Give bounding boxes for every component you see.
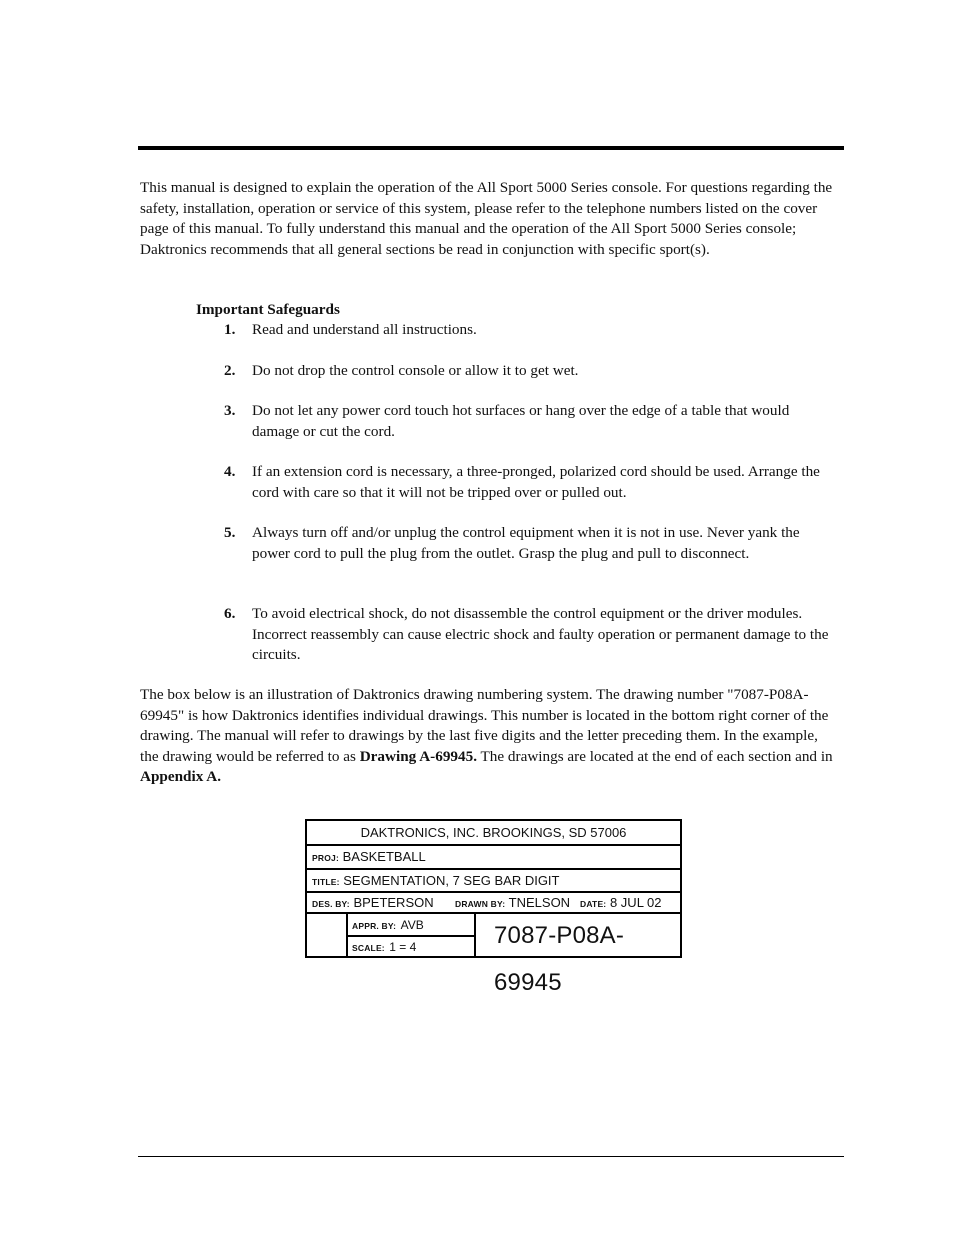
drawing-reference-bold: Drawing A-69945. <box>359 747 477 765</box>
date-cell <box>580 893 662 914</box>
safeguard-number: 4. <box>224 463 236 480</box>
safeguard-text: Always turn off and/or unplug the control equipment when it is not in use. Never yank the power cord to pull the plug from the outlet. Grasp the plug and pull to disconnect. <box>252 524 800 562</box>
safeguard-number: 2. <box>224 362 236 379</box>
title-block-company-row <box>307 821 680 846</box>
footer-rule <box>138 1156 844 1157</box>
title-block-author-row <box>307 893 680 914</box>
title-block-title-row <box>307 870 680 893</box>
safeguard-item <box>224 462 834 503</box>
proj-label: PROJ: <box>312 853 339 863</box>
des-label: DES. BY: <box>312 899 350 909</box>
safeguard-item <box>224 361 834 382</box>
drawn-value: TNELSON <box>508 895 571 910</box>
safeguard-item <box>224 401 834 442</box>
designer-cell <box>312 893 434 914</box>
appr-value: AVB <box>400 918 424 932</box>
date-label: DATE: <box>580 899 607 909</box>
scale-cell <box>348 937 476 958</box>
drawn-by-cell <box>455 893 570 914</box>
drawing-para-text-2: The drawings are located at the end of each section and in <box>477 747 833 765</box>
safeguard-item <box>224 320 834 341</box>
safeguard-item <box>224 523 834 564</box>
date-value: 8 JUL 02 <box>609 895 662 910</box>
title-block-project-row <box>307 846 680 870</box>
appr-label: APPR. BY: <box>352 921 397 931</box>
des-value: BPETERSON <box>353 895 434 910</box>
drawing-title-block <box>305 819 682 996</box>
title-block-blank-cell <box>307 914 348 958</box>
drawing-numbering-paragraph <box>140 685 840 788</box>
safeguards-heading: Important Safeguards <box>196 301 340 318</box>
title-label: TITLE: <box>312 877 340 887</box>
top-rule <box>138 146 844 150</box>
safeguard-number: 1. <box>224 321 236 338</box>
safeguard-text: Do not let any power cord touch hot surfaces or hang over the edge of a table that would damage or cut the cord. <box>252 402 790 440</box>
drawing-para-text-1: The box below is an illustration of Daktronics drawing numbering system. The drawing number "7087-P08A-69945" is how Daktronics identifies individual drawings. This number is located in the bottom right corner of the drawing. The manual will refer to drawings by the last five digits and the letter preceding them. In the example, the drawing would be referred to as <box>140 686 829 765</box>
proj-value: BASKETBALL <box>342 849 426 864</box>
safeguard-text: If an extension cord is necessary, a three-pronged, polarized cord should be used. Arrange the cord with care so that it will not be tripped over or pulled out. <box>252 463 820 501</box>
drawn-label: DRAWN BY: <box>455 899 506 909</box>
safeguard-item <box>224 604 834 666</box>
safeguard-text: Do not drop the control console or allow it to get wet. <box>252 362 579 379</box>
drawing-number: 7087-P08A-69945 <box>494 922 625 996</box>
appendix-reference-bold: Appendix A. <box>140 768 222 785</box>
safeguard-text: To avoid electrical shock, do not disassemble the control equipment or the driver modules. Incorrect reassembly can cause electric shock and faulty operation or permanent damage to the circuits. <box>252 605 829 663</box>
title-value: SEGMENTATION, 7 SEG BAR DIGIT <box>343 873 560 888</box>
safeguard-number: 3. <box>224 402 236 419</box>
company-name: DAKTRONICS, INC. BROOKINGS, SD 57006 <box>360 825 627 840</box>
intro-paragraph: This manual is designed to explain the operation of the All Sport 5000 Series console. For questions regarding the safety, installation, operation or service of this system, please refer to the telephone numbers listed on the cover page of this manual. To fully understand this manual and the operation of the All Sport 5000 Series console; Daktronics recommends that all general sections be read in conjunction with specific sport(s). <box>140 179 833 258</box>
title-block-bottom-border <box>305 956 682 958</box>
safeguard-number: 5. <box>224 524 236 541</box>
scale-value: 1 = 4 <box>389 940 417 954</box>
safeguard-number: 6. <box>224 605 236 622</box>
drawing-number-cell <box>476 914 680 996</box>
approved-by-cell <box>348 914 476 937</box>
safeguard-text: Read and understand all instructions. <box>252 321 477 338</box>
scale-label: SCALE: <box>352 943 385 953</box>
